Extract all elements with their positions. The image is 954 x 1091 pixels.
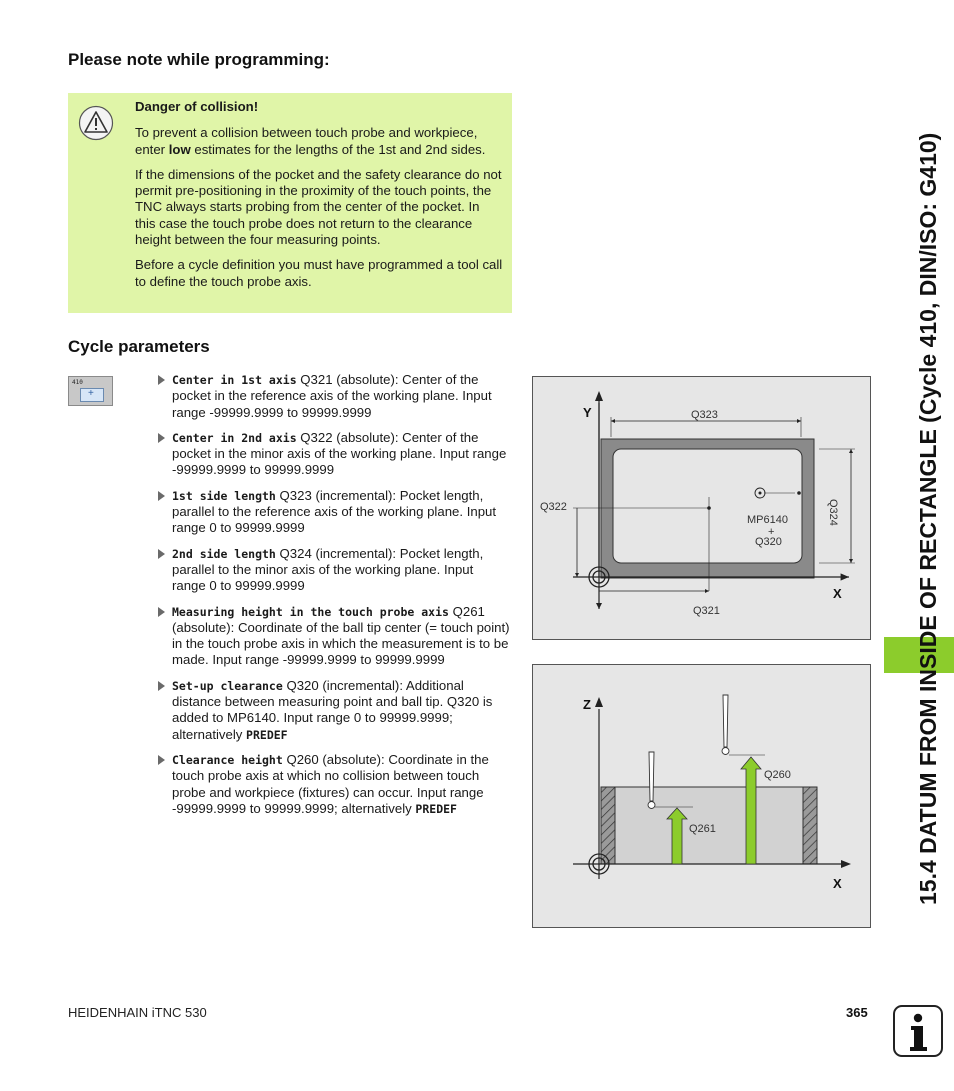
- figure1-y-axis-label: Y: [583, 405, 592, 420]
- vertical-section-title: [906, 60, 946, 920]
- info-icon: [893, 1005, 943, 1057]
- param-q320: Set-up clearance Q320 (incremental): Additional distance between measuring point and ball tip. Q320 is added to MP6140. Input range 0 to 99999.9999; alternatively PREDEF: [158, 678, 510, 743]
- label-plus: +: [768, 526, 775, 538]
- section-heading-note: Please note while programming:: [68, 50, 330, 69]
- param-q322: Center in 2nd axis Q322 (absolute): Center of the pocket in the minor axis of the working plane. Input range -99999.9999 to 99999.9999: [158, 430, 510, 479]
- warning-paragraph-3: Before a cycle definition you must have programmed a tool call to define the touch probe axis.: [135, 257, 503, 289]
- figure-top-view: [532, 376, 871, 640]
- label-q260: Q260: [764, 769, 791, 781]
- param-q323: 1st side length Q323 (incremental): Pocket length, parallel to the reference axis of the working plane. Input range 0 to 99999.9999: [158, 488, 510, 537]
- parameter-list: [158, 372, 510, 826]
- figure2-z-axis-label: Z: [583, 697, 591, 712]
- warning-paragraph-2: If the dimensions of the pocket and the safety clearance do not permit pre-positioning in the proximity of the touch points, the TNC always starts probing from the center of the pocket. In this case the touch probe does not return to the clearance height between the four measuring points.: [135, 166, 502, 248]
- label-q322: Q322: [540, 501, 567, 513]
- cycle-icon-number: 410: [72, 379, 83, 386]
- figure-side-view: [532, 664, 871, 928]
- param-q321: Center in 1st axis Q321 (absolute): Center of the pocket in the reference axis of the working plane. Input range -99999.9999 to 99999.9999: [158, 372, 510, 421]
- param-q261: Measuring height in the touch probe axis Q261 (absolute): Coordinate of the ball tip center (= touch point) in the touch probe axis in which the measurement is to be made. Input range -99999.9999 to 99999.9999: [158, 604, 510, 669]
- section-heading-params: Cycle parameters: [68, 337, 210, 356]
- figure2-x-axis-label: X: [833, 876, 842, 891]
- warning-paragraph-1: To prevent a collision between touch probe and workpiece, enter low estimates for the lengths of the 1st and 2nd sides.: [135, 125, 486, 157]
- warning-title: Danger of collision!: [135, 99, 259, 114]
- param-q260: Clearance height Q260 (absolute): Coordinate in the touch probe axis at which no collision between touch probe and workpiece (fixtures) can occur. Input range -99999.9999 to 99999.9999; alternatively PREDEF: [158, 752, 510, 817]
- label-q320: Q320: [755, 536, 782, 548]
- footer-page-number: 365: [846, 1005, 868, 1020]
- label-q261: Q261: [689, 823, 716, 835]
- section-title-text: 15.4 DATUM FROM INSIDE OF RECTANGLE (Cycle 410, DIN/ISO: G410): [915, 132, 941, 905]
- warning-box: [68, 93, 512, 313]
- figure1-x-axis-label: X: [833, 586, 842, 601]
- label-q324: Q324: [827, 499, 839, 526]
- label-q321: Q321: [693, 605, 720, 617]
- footer-manual-name: HEIDENHAIN iTNC 530: [68, 1005, 207, 1020]
- param-q324: 2nd side length Q324 (incremental): Pocket length, parallel to the minor axis of the working plane. Input range 0 to 99999.9999: [158, 546, 510, 595]
- label-q323: Q323: [691, 409, 718, 421]
- label-mp6140: MP6140: [747, 514, 788, 526]
- warning-triangle-icon: [78, 105, 114, 141]
- cycle-410-icon: 410 +: [68, 376, 113, 406]
